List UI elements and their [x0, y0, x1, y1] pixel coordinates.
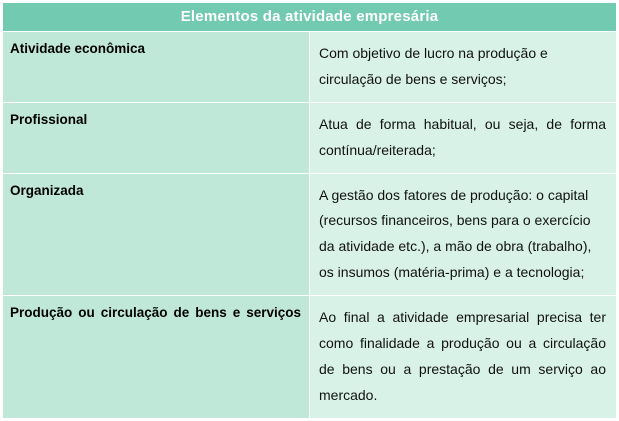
- term-description: Atua de forma habitual, ou seja, de forma contínua/reiterada;: [310, 102, 617, 173]
- elements-table: [2, 2, 617, 419]
- term-description: A gestão dos fatores de produção: o capital (recursos financeiros, bens para o exercício da atividade etc.), a mão de obra (trabalho), os insumos (matéria-prima) e a tecnologia;: [310, 173, 617, 296]
- table-row: [3, 102, 617, 173]
- term-label: Profissional: [3, 102, 310, 173]
- term-description: Com objetivo de lucro na produção e circulação de bens e serviços;: [310, 32, 617, 103]
- table-row: [3, 173, 617, 296]
- term-label: Organizada: [3, 173, 310, 296]
- table-title: Elementos da atividade empresária: [3, 3, 617, 32]
- table-header-row: [3, 3, 617, 32]
- term-description: Ao final a atividade empresarial precisa ter como finalidade a produção ou a circulação de bens ou a prestação de um serviço ao mercado.: [310, 296, 617, 419]
- term-label: Produção ou circulação de bens e serviços: [3, 296, 310, 419]
- table-body: [3, 3, 617, 419]
- table-row: [3, 32, 617, 103]
- term-label: Atividade econômica: [3, 32, 310, 103]
- table-row: [3, 296, 617, 419]
